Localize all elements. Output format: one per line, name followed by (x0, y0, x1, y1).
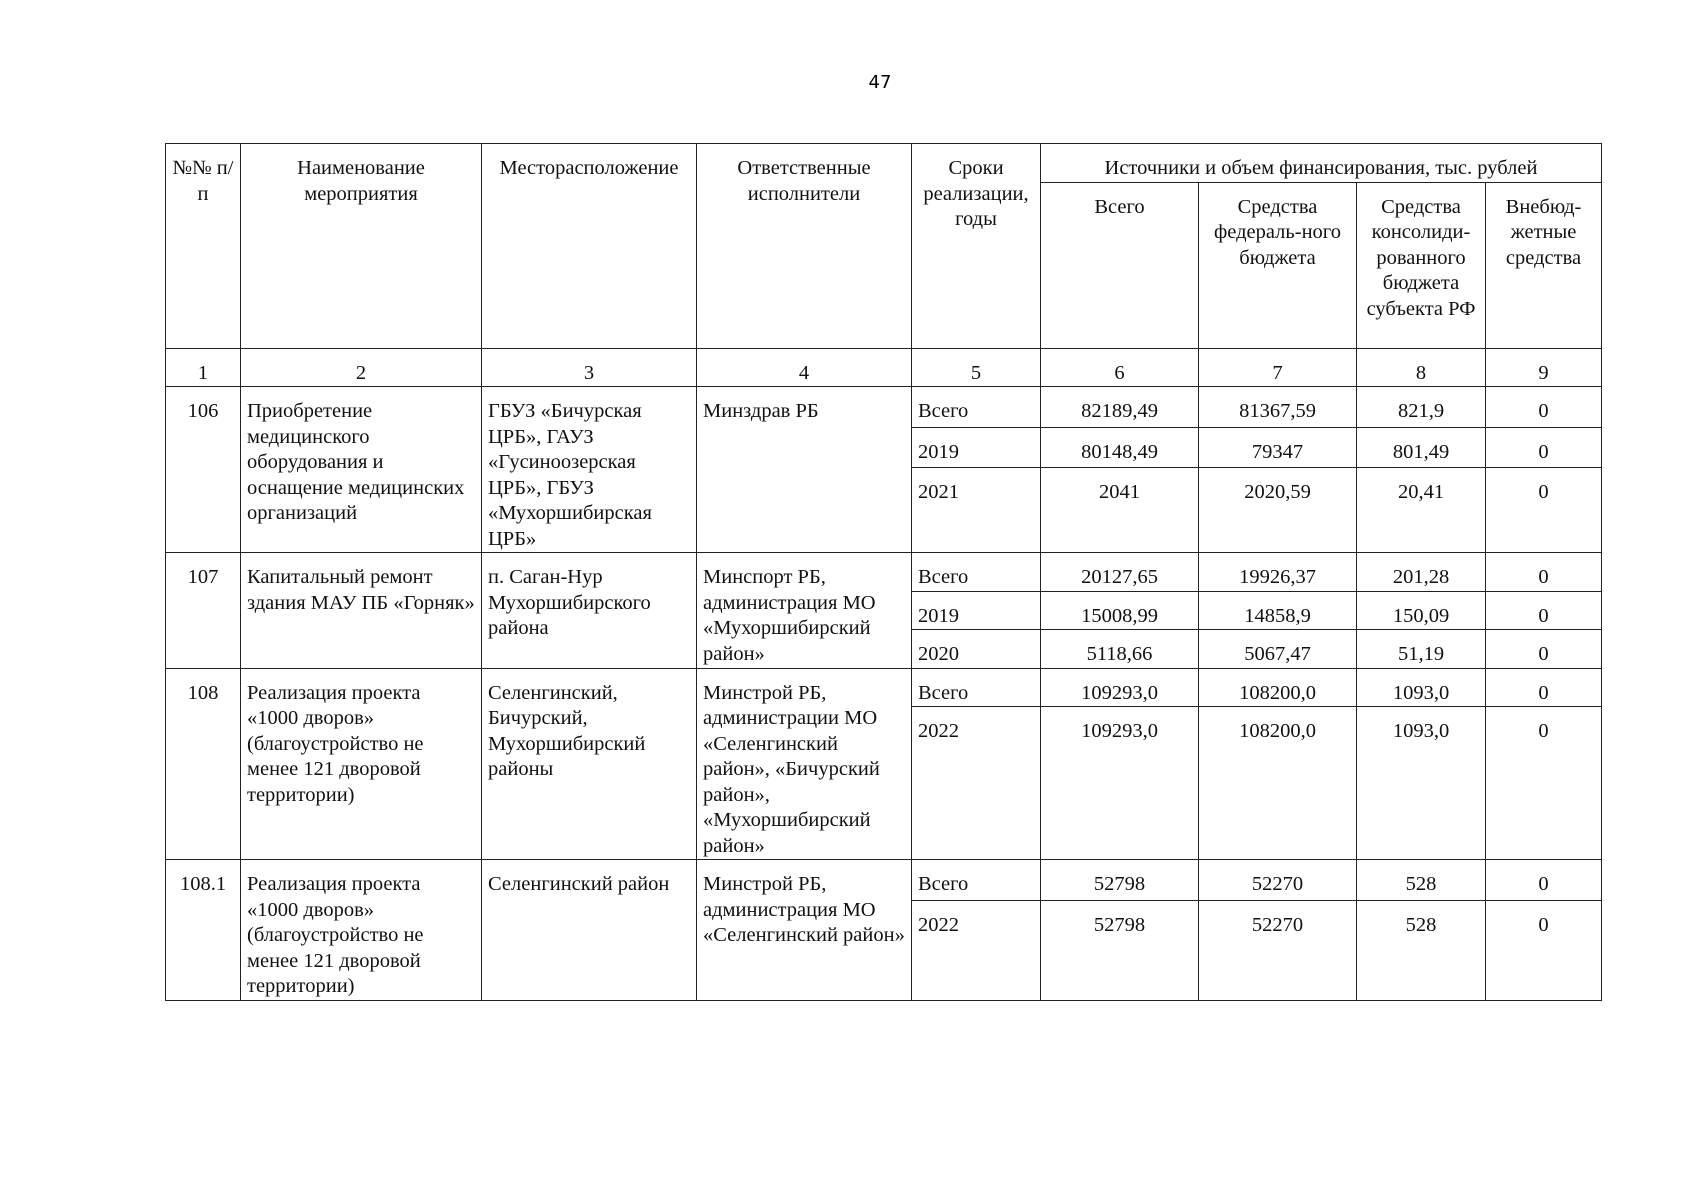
header-federal: Средства федераль-ного бюджета (1199, 182, 1357, 348)
row-total: 5118,66 (1041, 630, 1199, 669)
row-location: Селенгинский район (482, 860, 697, 1001)
row-name: Капитальный ремонт здания МАУ ПБ «Горняк» (241, 553, 482, 669)
row-offbudget: 0 (1486, 387, 1602, 428)
column-number: 8 (1357, 348, 1486, 387)
row-executors: Минздрав РБ (697, 387, 912, 553)
row-consolidated: 150,09 (1357, 591, 1486, 630)
row-offbudget: 0 (1486, 427, 1602, 468)
row-consolidated: 528 (1357, 860, 1486, 901)
row-offbudget: 0 (1486, 591, 1602, 630)
row-offbudget: 0 (1486, 860, 1602, 901)
row-federal: 108200,0 (1199, 707, 1357, 860)
header-offbudget: Внебюд-жетные средства (1486, 182, 1602, 348)
row-num: 108 (166, 668, 241, 860)
header-name: Наименование мероприятия (241, 144, 482, 349)
row-executors: Минстрой РБ, администрации МО «Селенгинский район», «Бичурский район», «Мухоршибирский район» (697, 668, 912, 860)
header-num: №№ п/п (166, 144, 241, 349)
row-offbudget: 0 (1486, 553, 1602, 592)
row-offbudget: 0 (1486, 707, 1602, 860)
row-location: Селенгинский, Бичурский, Мухоршибирский районы (482, 668, 697, 860)
table-row (166, 668, 1602, 707)
header-funding: Источники и объем финансирования, тыс. рублей (1041, 144, 1602, 183)
row-term: Всего (912, 553, 1041, 592)
column-number: 6 (1041, 348, 1199, 387)
row-num: 107 (166, 553, 241, 669)
row-federal: 19926,37 (1199, 553, 1357, 592)
row-consolidated: 20,41 (1357, 468, 1486, 553)
row-consolidated: 821,9 (1357, 387, 1486, 428)
row-executors: Минстрой РБ, администрация МО «Селенгинский район» (697, 860, 912, 1001)
row-total: 109293,0 (1041, 668, 1199, 707)
row-total: 52798 (1041, 901, 1199, 1000)
table-row (166, 860, 1602, 901)
row-offbudget: 0 (1486, 630, 1602, 669)
row-federal: 108200,0 (1199, 668, 1357, 707)
column-numbers-row (166, 348, 1602, 387)
table-row (166, 387, 1602, 428)
row-location: ГБУЗ «Бичурская ЦРБ», ГАУЗ «Гусиноозерская ЦРБ», ГБУЗ «Мухоршибирская ЦРБ» (482, 387, 697, 553)
row-total: 15008,99 (1041, 591, 1199, 630)
row-name: Приобретение медицинского оборудования и оснащение медицинских организаций (241, 387, 482, 553)
page-number: 47 (868, 72, 892, 93)
header-executors: Ответственные исполнители (697, 144, 912, 349)
header-terms: Сроки реализации, годы (912, 144, 1041, 349)
row-executors: Минспорт РБ, администрация МО «Мухоршибирский район» (697, 553, 912, 669)
column-number: 4 (697, 348, 912, 387)
header-location: Месторасположение (482, 144, 697, 349)
row-term: 2022 (912, 707, 1041, 860)
header-total: Всего (1041, 182, 1199, 348)
row-federal: 52270 (1199, 901, 1357, 1000)
column-number: 2 (241, 348, 482, 387)
row-name: Реализация проекта «1000 дворов» (благоустройство не менее 121 дворовой территории) (241, 860, 482, 1001)
row-offbudget: 0 (1486, 468, 1602, 553)
row-total: 80148,49 (1041, 427, 1199, 468)
row-term: Всего (912, 668, 1041, 707)
row-consolidated: 1093,0 (1357, 707, 1486, 860)
row-term: Всего (912, 387, 1041, 428)
table-row (166, 553, 1602, 592)
row-num: 106 (166, 387, 241, 553)
row-total: 82189,49 (1041, 387, 1199, 428)
column-number: 7 (1199, 348, 1357, 387)
row-consolidated: 528 (1357, 901, 1486, 1000)
row-term: 2019 (912, 591, 1041, 630)
row-consolidated: 51,19 (1357, 630, 1486, 669)
row-offbudget: 0 (1486, 668, 1602, 707)
row-consolidated: 1093,0 (1357, 668, 1486, 707)
row-federal: 81367,59 (1199, 387, 1357, 428)
row-location: п. Саган-Нур Мухоршибирского района (482, 553, 697, 669)
row-total: 20127,65 (1041, 553, 1199, 592)
row-total: 109293,0 (1041, 707, 1199, 860)
row-federal: 79347 (1199, 427, 1357, 468)
row-total: 2041 (1041, 468, 1199, 553)
column-number: 3 (482, 348, 697, 387)
row-num: 108.1 (166, 860, 241, 1001)
row-federal: 52270 (1199, 860, 1357, 901)
row-total: 52798 (1041, 860, 1199, 901)
row-federal: 2020,59 (1199, 468, 1357, 553)
row-term: 2021 (912, 468, 1041, 553)
row-consolidated: 801,49 (1357, 427, 1486, 468)
column-number: 9 (1486, 348, 1602, 387)
row-term: 2022 (912, 901, 1041, 1000)
row-federal: 14858,9 (1199, 591, 1357, 630)
row-term: 2020 (912, 630, 1041, 669)
row-term: Всего (912, 860, 1041, 901)
row-federal: 5067,47 (1199, 630, 1357, 669)
row-name: Реализация проекта «1000 дворов» (благоустройство не менее 121 дворовой территории) (241, 668, 482, 860)
column-number: 1 (166, 348, 241, 387)
header-consolidated: Средства консолиди-рованного бюджета субъекта РФ (1357, 182, 1486, 348)
funding-table (165, 143, 1602, 1001)
row-consolidated: 201,28 (1357, 553, 1486, 592)
row-offbudget: 0 (1486, 901, 1602, 1000)
row-term: 2019 (912, 427, 1041, 468)
column-number: 5 (912, 348, 1041, 387)
